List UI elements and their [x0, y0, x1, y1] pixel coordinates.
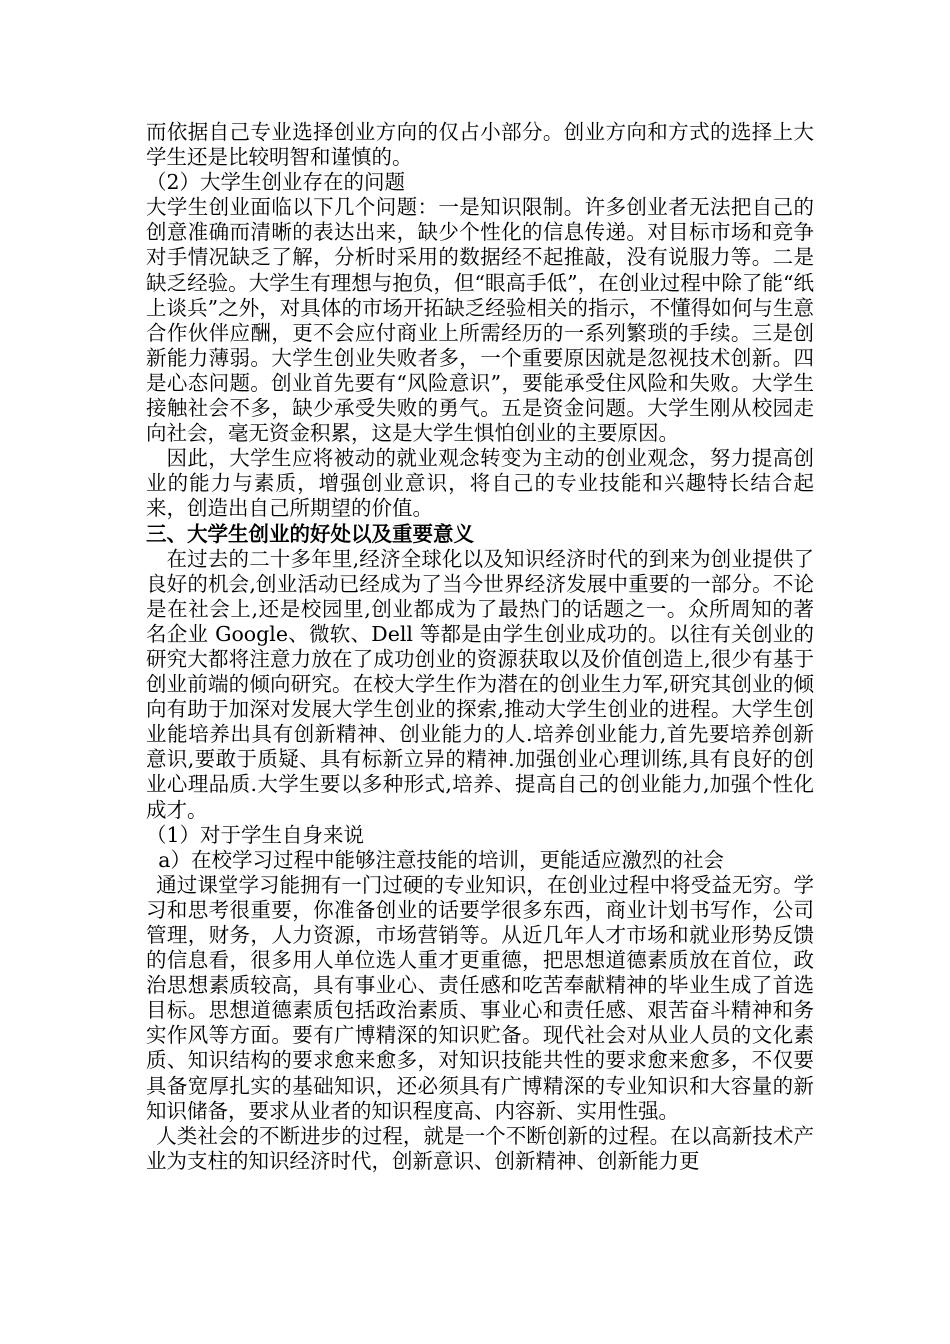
paragraph-innovation: 人类社会的不断进步的过程，就是一个不断创新的过程。在以高新技术产业为支柱的知识经济时代，创新意识、创新精神、创新能力更: [146, 1123, 814, 1173]
subheading-students: （1）对于学生自身来说: [146, 822, 365, 847]
section-heading-3: 三、大学生创业的好处以及重要意义: [146, 521, 474, 546]
paragraph-problems: 大学生创业面临以下几个问题：一是知识限制。许多创业者无法把自己的创意准确而清晰的表达出来，缺少个性化的信息传递。对目标市场和竞争对手情况缺乏了解，分析时采用的数据经不起推敲，没有说服力等。二是缺乏经验。大学生有理想与抱负，但“眼高手低”，在创业过程中除了能“纸上谈兵”之外，对具体的市场开拓缺乏经验相关的指示，不懂得如何与生意合作伙伴应酬，更不会应付商业上所需经历的一系列繁琐的手续。三是创新能力薄弱。大学生创业失败者多，一个重要原因就是忽视技术创新。四是心态问题。创业首先要有“风险意识”，要能承受住风险和失败。大学生接触社会不多，缺少承受失败的勇气。五是资金问题。大学生刚从校园走向社会，毫无资金积累，这是大学生惧怕创业的主要原因。: [146, 195, 814, 446]
paragraph-conclusion: 因此，大学生应将被动的就业观念转变为主动的创业观念，努力提高创业的能力与素质，增强创业意识，将自己的专业技能和兴趣特长结合起来，创造出自己所期望的价值。: [146, 446, 814, 521]
paragraph-significance: 在过去的二十多年里,经济全球化以及知识经济时代的到来为创业提供了良好的机会,创业活动已经成为了当今世界经济发展中重要的一部分。不论是在社会上,还是校园里,创业都成为了最热门的话题之一。众所周知的著名企业 Google、微软、Dell 等都是由学生创业成功的。以往有关创业的研究大都将注意力放在了成功创业的资源获取以及价值创造上,很少有基于创业前端的倾向研究。在校大学生作为潜在的创业生力军,研究其创业的倾向有助于加深对发展大学生创业的探索,推动大学生创业的进程。大学生创业能培养出具有创新精神、创业能力的人.培养创业能力,首先要培养创新意识,要敢于质疑、具有标新立异的精神.加强创业心理训练,具有良好的创业心理品质.大学生要以多种形式,培养、提高自己的创业能力,加强个性化成才。: [146, 546, 814, 822]
paragraph-classroom: 通过课堂学习能拥有一门过硬的专业知识，在创业过程中将受益无穷。学习和思考很重要，你准备创业的话要学很多东西，商业计划书写作，公司管理，财务，人力资源，市场营销等。从近几年人才市场和就业形势反馈的信息看，很多用人单位选人重才更重德，把思想道德素质放在首位，政治思想素质较高，具有事业心、责任感和吃苦奉献精神的毕业生成了首选目标。思想道德素质包括政治素质、事业心和责任感、艰苦奋斗精神和务实作风等方面。要有广博精深的知识贮备。现代社会对从业人员的文化素质、知识结构的要求愈来愈多，对知识技能共性的要求愈来愈多，不仅要具备宽厚扎实的基础知识，还必须具有广博精深的专业知识和大容量的新知识储备，要求从业者的知识程度高、内容新、实用性强。: [146, 872, 814, 1123]
subheading-a: a）在校学习过程中能够注意技能的培训，更能适应激烈的社会: [158, 847, 725, 872]
subheading-problems: （2）大学生创业存在的问题: [146, 170, 406, 195]
document-page: [146, 120, 814, 1174]
paragraph-intro: 而依据自己专业选择创业方向的仅占小部分。创业方向和方式的选择上大学生还是比较明智和谨慎的。: [146, 120, 814, 170]
